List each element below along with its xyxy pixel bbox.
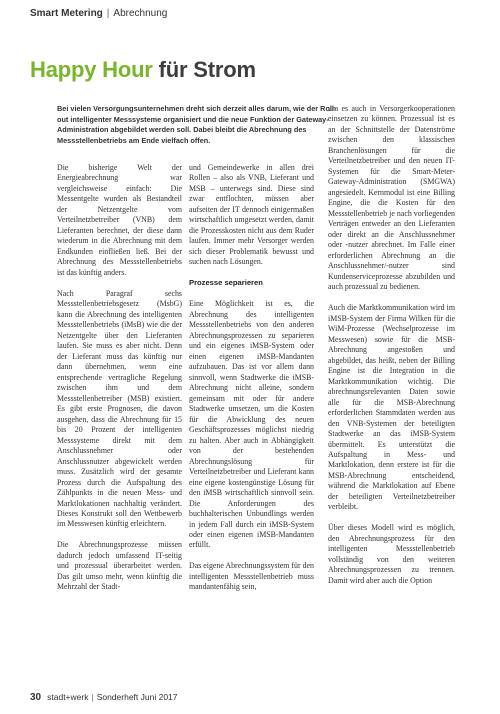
page-footer bbox=[30, 692, 178, 703]
paragraph: Das eigene Abrechnungssystem für den intelligenten Messstellenbetrieb muss mandantenfähig sein, bbox=[189, 561, 314, 592]
text-column-2 bbox=[189, 163, 314, 603]
article-title bbox=[30, 57, 256, 83]
article-lead: Bei vielen Versorgungsunternehmen dreht sich derzeit alles darum, wie der Roll-out intelligenter Messsysteme organisiert und die neue Funktion der Gateway-Administration abgebildet werden soll. Dabei bleibt die Abrechnung des Messstellenbetriebs am Ende vielfach offen. bbox=[57, 104, 337, 145]
text-column-3 bbox=[328, 104, 455, 597]
text-column-1 bbox=[57, 163, 182, 603]
title-rest: für Strom bbox=[152, 57, 256, 82]
page-number: 30 bbox=[30, 692, 42, 703]
page-header bbox=[30, 8, 167, 19]
paragraph: Die Abrechnungsprozesse müssen dadurch jedoch umfassend IT-seitig und prozessual überarbeitet werden. Das gilt umso mehr, wenn künftig die Mehrzahl der Stadt- bbox=[57, 540, 182, 592]
issue-label: Sonderheft Juni 2017 bbox=[96, 692, 178, 702]
paragraph: Eine Möglichkeit ist es, die Abrechnung des intelligenten Messstellenbetriebs von den anderen Abrechnungsprozessen zu separieren und ein eigenes iMSB-System oder einen eigenen iMSB-Mandanten aufzubauen. Das ist vor allem dann sinnvoll, wenn Stadtwerke die iMSB-Abrechnung nicht alleine, sondern gemeinsam mit oder für andere Stadtwerke umsetzen, um die Kosten für die Abwicklung des neuen Geschäftsprozesses möglichst niedrig zu halten. Aber auch in Abhängigkeit von der bestehenden Abrechnungslösung für Verteilnetzbetreiber und Lieferant kann eine eigene kostengünstige Lösung für den iMSB wirtschaftlich sinnvoll sein. Die Anforderungen des buchhalterischen Unbundlings werden in jedem Fall durch ein iMSB-System oder einen eigenen iMSB-Mandanten erfüllt. bbox=[189, 299, 314, 550]
paragraph: um es auch in Versorgerkooperationen einsetzen zu können. Prozessual ist es an der Schnittstelle der Datenströme zwischen den klassischen Branchenlösungen für die Verteilnetzbetreiber und den neuen IT-Systemen für die Smart-Meter-Gateway-Administration (SMGWA) angesiedelt. Kernmodul ist eine Billing Engine, die die Kosten für den Messstellenbetrieb je nach vorliegenden Verträgen entweder an den Lieferanten oder direkt an die Anschlussnehmer oder -nutzer abrechnet. Im Falle einer erforderlichen Abrechnung an die Anschlussnehmer/-nutzer sind Kundenserviceprozesse abzubilden und auch prozessual zu bedienen. bbox=[328, 104, 455, 292]
paragraph: Über dieses Modell wird es möglich, den Abrechnungsprozess für den intelligenten Messstellenbetrieb vollständig von den weiteren Abrechnungsprozessen zu trennen. Damit wird aber auch die Option bbox=[328, 523, 455, 585]
magazine-name: stadt+werk bbox=[47, 692, 89, 702]
paragraph: Nach Paragraf sechs Messstellenbetriebsgesetz (MsbG) kann die Abrechnung des intelligenten Messstellenbetriebs (iMsB) wie die der Netzentgelte über den Lieferanten laufen. Sie muss es aber nicht. Denn der Lieferant muss das künftig nur dann übernehmen, wenn eine entsprechende vertragliche Regelung zwischen ihm und dem Messstellenbetreiber (MSB) existiert. Es gibt erste Prognosen, die davon ausgehen, dass die Abrechnung für 15 bis 20 Prozent der intelligenten Messsysteme direkt mit dem Anschlussnehmer oder Anschlussnutzer abgewickelt werden muss. Zusätzlich wird der gesamte Prozess durch die Aufspaltung des Zählpunkts in die neuen Mess- und Marktlokationen nachhaltig verändert. Dieses Konstrukt soll den Wettbewerb im Messwesen künftig erleichtern. bbox=[57, 288, 182, 529]
paragraph: und Gemeindewerke in allen drei Rollen – also als VNB, Lieferant und MSB – unterwegs sind. Diese sind zwar entflochten, müssen aber aufseiten der IT dennoch einigermaßen wirtschaftlich umgesetzt werden, damit die Prozesskosten nicht aus dem Ruder laufen. Immer mehr Versorger werden sich dieser Problematik bewusst und suchen nach Lösungen. bbox=[189, 163, 314, 267]
category-label: Abrechnung bbox=[113, 8, 168, 19]
title-highlight: Happy Hour bbox=[30, 57, 153, 82]
paragraph: Die bisherige Welt der Energieabrechnung war vergleichsweise einfach: Die Messentgelte wurden als Bestandteil der Netzentgelte vom Verteilnetzbetreiber (VNB) dem Lieferanten berechnet, der diese dann wiederum in die Abrechnung mit dem Endkunden einfließen ließ. Bei der Abrechnung des Messstellenbetriebs ist das künftig anders. bbox=[57, 163, 182, 277]
footer-separator: | bbox=[91, 692, 94, 702]
section-label: Smart Metering bbox=[30, 8, 103, 19]
header-separator: | bbox=[106, 8, 110, 19]
subheading: Prozesse separieren bbox=[189, 278, 263, 288]
paragraph: Auch die Marktkommunikation wird im iMSB-System der Firma Wilken für die WiM-Prozesse (Wechselprozesse im Messwesen) sowie für die MSB-Abrechnung angestoßen und abgebildet, das heißt, neben der Billing Engine ist die Integration in die Marktkommunikation wichtig. Die abrechnungsrelevanten Daten sowie alle für die MSB-Abrechnung erforderlichen Stammdaten werden aus den VNB-Systemen der beteiligten Stadtwerke an das iMSB-System übermittelt. Es unterstützt die Aufspaltung in Mess- und Marktlokation, denn erstere ist für die MSB-Abrechnung entscheidend, während die Marktlokation auf Ebene der beteiligten Verteilnetzbetreiber verbleibt. bbox=[328, 303, 455, 512]
